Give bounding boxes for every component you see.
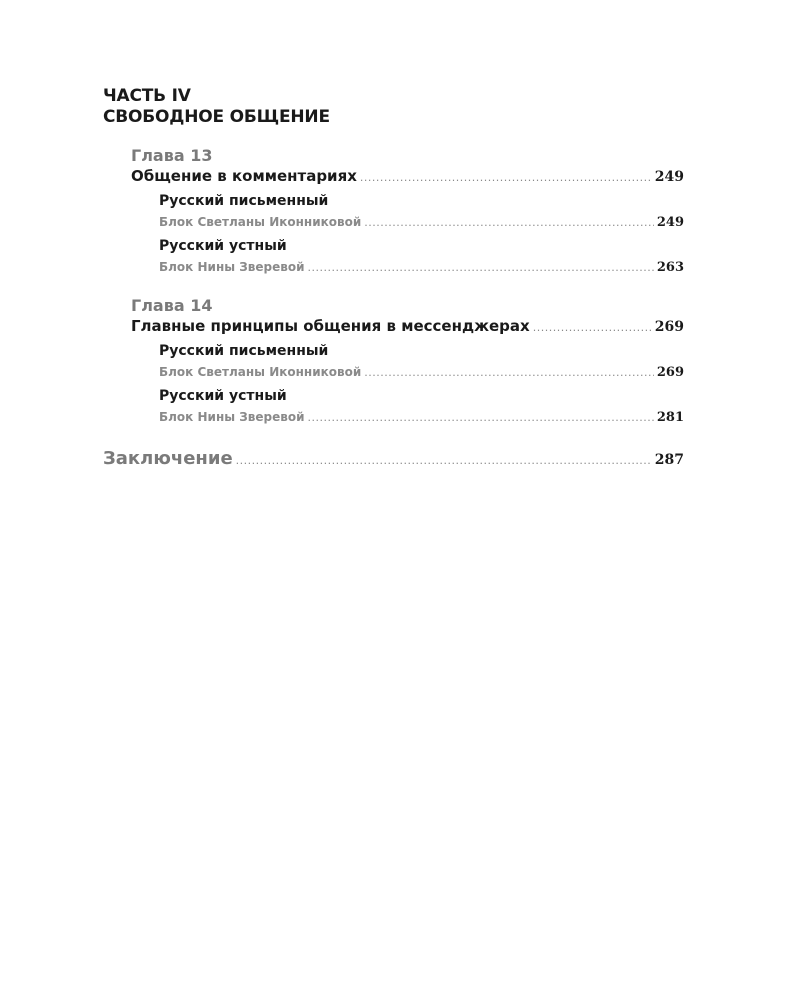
leader-dots xyxy=(364,217,654,228)
chapter-label: Глава 13 xyxy=(131,146,213,165)
toc-entry-section[interactable] xyxy=(159,365,684,380)
section-title: Русский письменный xyxy=(159,193,329,209)
page-number: 269 xyxy=(654,319,684,335)
section-author: Блок Светланы Иконниковой xyxy=(159,215,362,229)
page-number: 269 xyxy=(656,365,684,380)
section-author: Блок Нины Зверевой xyxy=(159,260,305,274)
page-number: 249 xyxy=(656,215,684,230)
part-heading xyxy=(103,86,330,128)
section-author: Блок Нины Зверевой xyxy=(159,410,305,424)
part-number: ЧАСТЬ IV xyxy=(103,86,191,106)
page-number: 249 xyxy=(654,169,684,185)
part-title: СВОБОДНОЕ ОБЩЕНИЕ xyxy=(103,107,330,127)
toc-entry-conclusion[interactable] xyxy=(103,448,684,469)
chapter-title: Главные принципы общения в мессенджерах xyxy=(131,317,530,335)
page-number: 287 xyxy=(654,452,684,468)
section-title: Русский устный xyxy=(159,388,287,404)
toc-entry-section[interactable] xyxy=(159,410,684,425)
leader-dots xyxy=(364,367,654,378)
toc-entry-section[interactable] xyxy=(159,260,684,275)
chapter-label: Глава 14 xyxy=(131,296,213,315)
section-author: Блок Светланы Иконниковой xyxy=(159,365,362,379)
leader-dots xyxy=(533,322,652,333)
toc-entry-chapter[interactable] xyxy=(131,317,684,335)
toc-entry-section[interactable] xyxy=(159,215,684,230)
chapter-title: Общение в комментариях xyxy=(131,167,357,185)
leader-dots xyxy=(236,455,652,466)
toc-entry-chapter[interactable] xyxy=(131,167,684,185)
leader-dots xyxy=(308,412,654,423)
section-title: Русский устный xyxy=(159,238,287,254)
page-number: 281 xyxy=(656,410,684,425)
page-number: 263 xyxy=(656,260,684,275)
section-title: Русский письменный xyxy=(159,343,329,359)
leader-dots xyxy=(308,262,654,273)
leader-dots xyxy=(360,172,652,183)
conclusion-title: Заключение xyxy=(103,448,233,469)
